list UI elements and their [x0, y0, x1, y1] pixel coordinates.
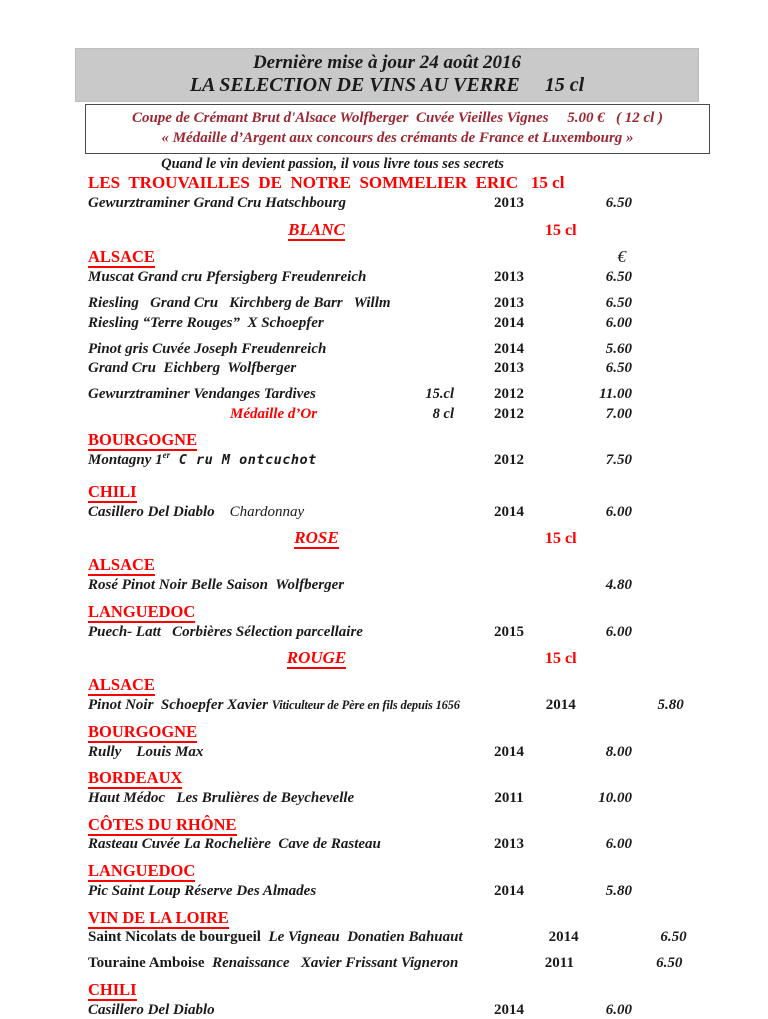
vintage-year: 2015 — [494, 623, 524, 640]
wine-name-segment: Rully Louis Max — [88, 743, 204, 760]
wine-name — [88, 504, 408, 522]
price: 10.00 — [598, 789, 632, 806]
vintage-year: 2014 — [494, 340, 524, 357]
wine-name — [88, 341, 408, 359]
wine-name — [88, 790, 408, 808]
price: 4.80 — [605, 577, 632, 594]
wine-name-segment: Riesling “Terre Rouges” X Schoepfer — [88, 314, 324, 331]
wine-name-segment: Montagny 1 — [88, 452, 163, 469]
menu-item-row — [88, 452, 632, 470]
category-heading: ROSE — [294, 528, 339, 548]
region-heading-text: BORDEAUX — [88, 768, 183, 788]
region-heading-text: ALSACE — [88, 247, 155, 267]
menu-item-row — [88, 790, 632, 808]
region-heading-text: CHILI — [88, 979, 137, 999]
wine-name — [88, 883, 408, 901]
region-heading — [88, 602, 544, 622]
menu-item-row — [88, 504, 632, 522]
price: 11.00 — [599, 385, 632, 402]
wine-name-segment: Muscat Grand cru Pfersigberg Freudenreich — [88, 269, 367, 286]
region-heading — [88, 861, 544, 881]
wine-name-segment: Saint Nicolats de bourgueil — [88, 929, 261, 946]
wine-name-segment: Médaille d’Or — [230, 405, 318, 422]
vintage-year: 2012 — [494, 452, 524, 469]
cremant-promo-box — [85, 104, 710, 154]
menu-body — [88, 172, 687, 1019]
region-heading-row — [88, 815, 632, 835]
category-heading-row — [88, 220, 632, 240]
price: 5.60 — [605, 340, 632, 357]
menu-item-row — [88, 577, 632, 595]
vintage-year: 2013 — [494, 195, 524, 212]
menu-item-row — [88, 341, 632, 359]
wine-name — [88, 195, 408, 213]
region-heading — [88, 815, 544, 835]
serving-volume: 8 cl — [432, 405, 454, 422]
region-heading — [88, 980, 544, 1000]
vintage-year: 2014 — [494, 743, 524, 760]
region-heading-text: BOURGOGNE — [88, 721, 198, 741]
region-heading-text: ALSACE — [88, 675, 155, 695]
region-heading-text: VIN DE LA LOIRE — [88, 907, 229, 927]
wine-name-segment: er — [162, 450, 171, 461]
price: 7.00 — [605, 405, 632, 422]
wine-name-segment: Haut Médoc Les Brulières de Beychevelle — [88, 789, 355, 806]
region-heading — [88, 482, 544, 502]
region-heading-text: CHILI — [88, 481, 137, 501]
wine-name — [88, 929, 463, 947]
region-heading — [88, 555, 544, 575]
region-heading-text: LANGUEDOC — [88, 861, 196, 881]
region-heading-row — [88, 861, 632, 881]
wine-name — [88, 295, 408, 313]
menu-item-row — [88, 883, 632, 901]
region-heading-row — [88, 482, 632, 502]
region-heading — [88, 430, 544, 450]
sommelier-section-title: LES TROUVAILLES DE NOTRE SOMMELIER ERIC 15 cl — [88, 173, 565, 192]
serving-volume: 15.cl — [425, 385, 454, 402]
vintage-year: 2014 — [494, 882, 524, 899]
vintage-year: 2014 — [545, 697, 576, 714]
vintage-year: 2012 — [494, 405, 524, 422]
price: 8.00 — [605, 743, 632, 760]
menu-item-row — [88, 836, 632, 854]
wine-name-segment: Grand Cru Eichberg Wolfberger — [88, 360, 297, 377]
vintage-year: 2014 — [548, 929, 579, 946]
region-heading — [88, 908, 544, 928]
menu-item-row — [88, 1002, 632, 1019]
vintage-year: 2012 — [494, 385, 524, 402]
menu-item-row — [88, 406, 632, 424]
vintage-year: 2011 — [544, 955, 574, 972]
price: 6.00 — [605, 314, 632, 331]
category-heading-row — [88, 648, 632, 668]
vintage-year: 2014 — [494, 1001, 524, 1018]
header-banner — [75, 48, 699, 102]
region-heading-text: LANGUEDOC — [88, 601, 196, 621]
region-heading-row — [88, 768, 632, 788]
menu-item-row — [88, 360, 632, 378]
menu-item-row — [88, 697, 684, 715]
menu-item-row — [88, 295, 632, 313]
region-heading-row — [88, 722, 632, 742]
price: 6.50 — [656, 955, 683, 972]
wine-name-segment: Viticulteur de Père en fils depuis 1656 — [271, 698, 460, 713]
wine-name — [88, 955, 458, 973]
vintage-year: 2014 — [494, 314, 524, 331]
price: 6.50 — [605, 295, 632, 312]
price: 6.00 — [605, 503, 632, 520]
wine-name-segment: Chardonnay — [214, 503, 305, 520]
wine-name-segment: Casillero Del Diablo — [88, 1001, 215, 1018]
promo-line-2: « Médaille d’Argent aux concours des crémants de France et Luxembourg » — [161, 130, 634, 147]
price: 5.80 — [657, 697, 684, 714]
wine-name — [88, 1002, 408, 1019]
promo-line-1: Coupe de Crémant Brut d'Alsace Wolfberger Cuvée Vieilles Vignes 5.00 € ( 12 cl ) — [131, 110, 664, 126]
region-heading — [88, 722, 544, 742]
menu-item-row — [88, 624, 632, 642]
price: 6.50 — [605, 360, 632, 377]
wine-name — [88, 452, 408, 470]
wine-name — [88, 269, 408, 287]
wine-name-segment: Renaissance Xavier Frissant Vigneron — [204, 955, 459, 972]
region-heading-text: BOURGOGNE — [88, 430, 198, 450]
wine-name — [88, 360, 408, 378]
vintage-year: 2013 — [494, 360, 524, 377]
wine-name — [88, 386, 408, 404]
wine-name — [88, 744, 408, 762]
region-heading — [88, 247, 544, 267]
wine-name-segment: Pinot Noir Schoepfer Xavier — [88, 697, 272, 714]
wine-name — [88, 624, 408, 642]
vintage-year: 2014 — [494, 503, 524, 520]
serving-size: 15 cl — [545, 650, 577, 668]
wine-name-segment: Gewurztraminer Vendanges Tardives — [88, 385, 316, 402]
wine-name-segment: Touraine Amboise — [88, 955, 205, 972]
price: 6.50 — [660, 929, 687, 946]
price: 5.80 — [605, 882, 632, 899]
category-heading-cell — [88, 648, 545, 668]
vintage-year: 2013 — [494, 269, 524, 286]
menu-title: LA SELECTION DE VINS AU VERRE 15 cl — [189, 74, 585, 96]
wine-name-segment: Gewurztraminer Grand Cru Hatschbourg — [88, 195, 346, 212]
wine-name — [88, 577, 408, 595]
last-updated-line: Dernière mise à jour 24 août 2016 — [252, 52, 522, 73]
menu-item-row — [88, 269, 632, 287]
wine-name — [88, 836, 408, 854]
tagline: Quand le vin devient passion, il vous livre tous ses secrets — [161, 156, 504, 172]
wine-name-segment: Pic Saint Loup Réserve Des Almades — [88, 882, 317, 899]
region-heading-row — [88, 908, 632, 928]
currency-symbol: € — [617, 247, 626, 267]
category-heading-cell — [88, 220, 545, 240]
wine-name-segment: Puech- Latt Corbières Sélection parcellaire — [88, 623, 363, 640]
price: 6.00 — [605, 623, 632, 640]
region-heading-row — [88, 675, 632, 695]
wine-name-segment: Casillero Del Diablo — [88, 503, 215, 520]
wine-name — [88, 697, 460, 715]
category-heading: BLANC — [288, 220, 345, 240]
region-heading-text: CÔTES DU RHÔNE — [88, 814, 237, 834]
wine-name-segment: Riesling Grand Cru Kirchberg de Barr Willm — [88, 295, 391, 312]
vintage-year: 2013 — [494, 295, 524, 312]
category-heading-cell — [88, 528, 545, 548]
wine-name-segment: C ru M ontcuchot — [170, 452, 317, 469]
region-heading-row — [88, 247, 632, 267]
category-heading: ROUGE — [286, 648, 347, 668]
serving-size: 15 cl — [545, 222, 577, 240]
region-heading-row — [88, 980, 632, 1000]
price: 6.50 — [605, 269, 632, 286]
vintage-year: 2011 — [494, 789, 524, 806]
menu-item-row — [88, 386, 632, 404]
serving-size: 15 cl — [545, 530, 577, 548]
menu-item-row — [88, 195, 632, 213]
region-heading — [88, 768, 544, 788]
wine-name-segment: Le Vigneau Donatien Bahuaut — [260, 929, 463, 946]
price: 6.00 — [605, 1001, 632, 1018]
region-heading-row — [88, 555, 632, 575]
wine-name-segment: Pinot gris Cuvée Joseph Freudenreich — [88, 340, 327, 357]
price: 6.50 — [605, 195, 632, 212]
price: 7.50 — [605, 452, 632, 469]
menu-item-row — [88, 955, 683, 973]
region-heading-text: ALSACE — [88, 555, 155, 575]
region-heading-row — [88, 430, 632, 450]
wine-name — [88, 315, 408, 333]
region-heading-row — [88, 602, 632, 622]
menu-item-row — [88, 315, 632, 333]
category-heading-row — [88, 528, 632, 548]
menu-item-row — [88, 744, 632, 762]
region-heading — [88, 675, 544, 695]
wine-name-segment: Rasteau Cuvée La Rochelière Cave de Rasteau — [88, 836, 381, 853]
menu-item-row — [88, 929, 687, 947]
price: 6.00 — [605, 836, 632, 853]
wine-name-segment: Rosé Pinot Noir Belle Saison Wolfberger — [88, 577, 345, 594]
wine-name — [88, 406, 408, 424]
vintage-year: 2013 — [494, 836, 524, 853]
